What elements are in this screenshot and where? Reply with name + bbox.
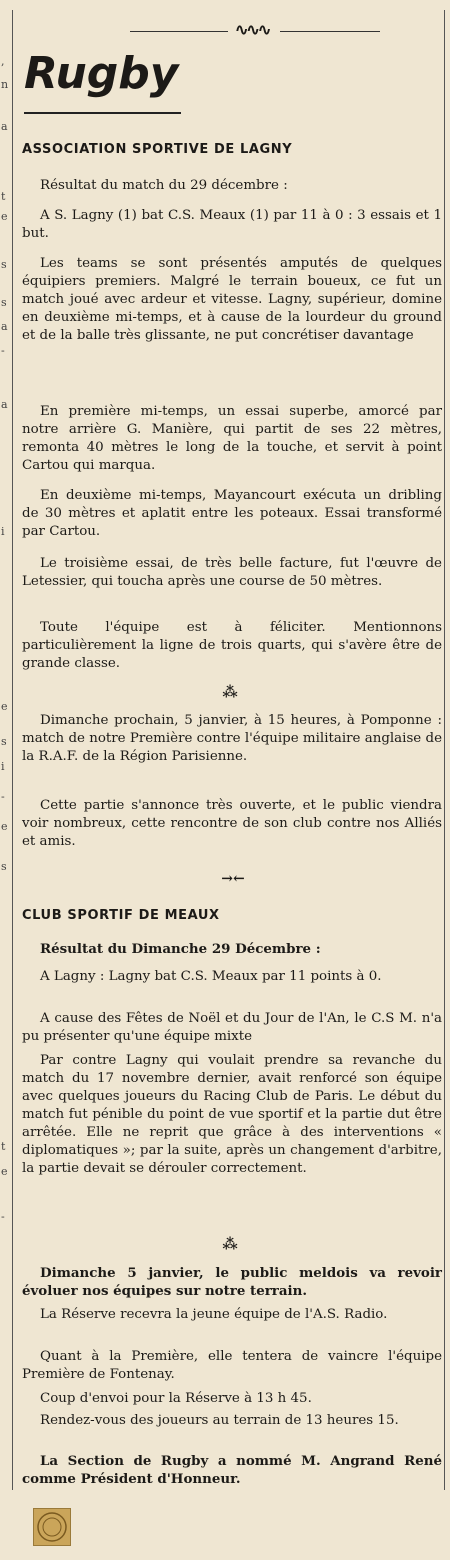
paragraph: Coup d'envoi pour la Réserve à 13 h 45. [40, 1391, 312, 1406]
right-column-rule [444, 10, 445, 1490]
paragraph: A S. Lagny (1) bat C.S. Meaux (1) par 11 à 0 : 3 essais et 1 but. [22, 208, 442, 241]
section-heading-meaux: CLUB SPORTIF DE MEAUX [22, 908, 220, 923]
paragraph: Résultat du Dimanche 29 Décembre : [40, 941, 321, 957]
header-ornament [130, 20, 380, 40]
article-title: Rugby [24, 48, 179, 99]
section-divider-icon: →← [221, 871, 245, 887]
paragraph: Dimanche 5 janvier, le public meldois va revoir évoluer nos équipes sur notre terrain. [22, 1265, 442, 1299]
paragraph: La Réserve recevra la jeune équipe de l'A.S. Radio. [40, 1307, 388, 1322]
paragraph: Quant à la Première, elle tentera de vaincre l'équipe Première de Fontenay. [22, 1349, 442, 1382]
ornament-rule-right [280, 31, 380, 32]
paragraph: La Section de Rugby a nommé M. Angrand René comme Président d'Honneur. [22, 1453, 442, 1487]
left-column-rule [12, 10, 13, 1490]
left-margin-fragments: , n a t e s s a - a i e s i - e s t e - [1, 55, 9, 1223]
title-underline [24, 112, 181, 114]
paragraph: Cette partie s'annonce très ouverte, et le public viendra voir nombreux, cette rencontre de son club contre nos Alliés et amis. [22, 798, 442, 849]
archive-seal-icon [33, 1508, 71, 1546]
paragraph: A cause des Fêtes de Noël et du Jour de l'An, le C.S M. n'a pu présenter qu'une équipe mixte [22, 1011, 442, 1044]
paragraph: En première mi-temps, un essai superbe, amorcé par notre arrière G. Manière, qui partit de ses 22 mètres, remonta 40 mètres le long de la touche, et servit à point Cartou qui marqua. [22, 404, 442, 473]
paragraph: Par contre Lagny qui voulait prendre sa revanche du match du 17 novembre dernier, avait renforcé son équipe avec quelques joueurs du Racing Club de Paris. Le début du match fut pénible du point de vue sportif et la partie dut être arrêtée. Elle ne reprit que grâce à des interventions « diplomatiques »; par la suite, après un changement d'arbitre, la partie devait se dérouler correctement. [22, 1053, 442, 1176]
ornament-rule-left [130, 31, 228, 32]
paragraph: Dimanche prochain, 5 janvier, à 15 heures, à Pomponne : match de notre Première contre l'équipe militaire anglaise de la R.A.F. de la Région Parisienne. [22, 713, 442, 764]
paragraph: Rendez-vous des joueurs au terrain de 13 heures 15. [40, 1413, 399, 1428]
paragraph: En deuxième mi-temps, Mayancourt exécuta un dribling de 30 mètres et aplatit entre les poteaux. Essai transformé par Cartou. [22, 488, 442, 539]
asterism-icon: ⁂ [222, 1235, 238, 1253]
ornament-flourish-icon: ∿∿∿ [235, 20, 270, 39]
paragraph: A Lagny : Lagny bat C.S. Meaux par 11 points à 0. [40, 969, 382, 984]
paragraph: Résultat du match du 29 décembre : [40, 178, 288, 193]
paragraph: Les teams se sont présentés amputés de quelques équipiers premiers. Malgré le terrain boueux, ce fut un match joué avec ardeur et vitesse. Lagny, supérieur, domine en deuxième mi-temps, et à cause de la lourdeur du ground et de la balle très glissante, ne put concrétiser davantage [22, 256, 442, 343]
paragraph: Le troisième essai, de très belle facture, fut l'œuvre de Letessier, qui toucha après une course de 50 mètres. [22, 556, 442, 589]
section-heading-lagny: ASSOCIATION SPORTIVE DE LAGNY [22, 142, 293, 157]
paragraph: Toute l'équipe est à féliciter. Mentionnons particulièrement la ligne de trois quarts, qui s'avère être de grande classe. [22, 620, 442, 671]
asterism-icon: ⁂ [222, 683, 238, 701]
